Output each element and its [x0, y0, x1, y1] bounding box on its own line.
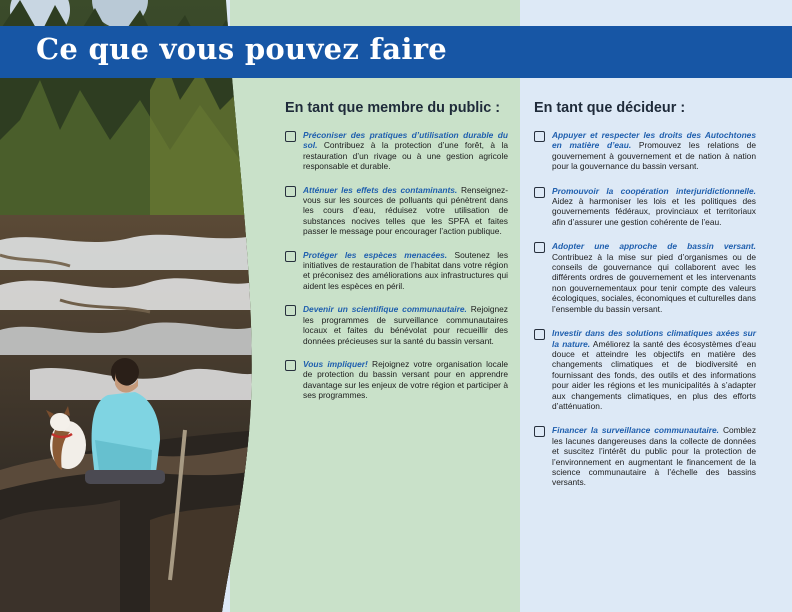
decision-item	[534, 425, 756, 487]
public-item	[285, 185, 508, 237]
decision-item	[534, 186, 756, 228]
checkbox-icon	[285, 251, 296, 262]
item-title: Investir dans des solutions climatiques axées sur la nature.	[552, 328, 756, 349]
item-text: Aidez à harmoniser les lois et les politiques des gouvernements fédéraux, provinciaux et territoriaux afin d’assurer une gestion cohérente de l’eau.	[552, 196, 756, 227]
item-text: Comblez les lacunes dangereuses dans la collecte de données et suscitez l’intérêt du public pour la protection de l’environnement en augmentant le financement de la science communautaire à l’échelle des bassins versants.	[552, 425, 757, 488]
item-text: Contribuez à la protection d’une forêt, à la restauration d’un rivage ou à une gestion agricole responsable et durable.	[303, 140, 508, 172]
checkbox-icon	[285, 186, 296, 197]
decision-item	[534, 241, 756, 314]
item-text: Renseignez-vous sur les sources de polluants qui pénètrent dans les cours d’eau, réduisez votre utilisation de substances nocives telles que les SPFA et faites passer le message pour encourager l’action publique.	[303, 184, 508, 237]
decision-column	[534, 100, 756, 502]
checkbox-icon	[534, 329, 545, 340]
page-title: Ce que vous pouvez faire	[36, 32, 448, 66]
public-column	[285, 100, 508, 414]
title-bar	[0, 26, 792, 78]
item-title: Atténuer les effets des contaminants.	[303, 184, 458, 195]
item-title: Devenir un scientifique communautaire.	[303, 304, 467, 315]
item-title: Adopter une approche de bassin versant.	[552, 241, 756, 252]
item-title: Appuyer et respecter les droits des Autochtones en matière d’eau.	[552, 130, 756, 151]
item-title: Vous impliquer!	[303, 358, 368, 369]
item-text: Contribuez à la mise sur pied d’organismes ou de conseils de gouvernance qui collaborent avec les différents ordres de gouvernement et les intervenants non gouvernementaux pour tenir compte des valeurs écologiques, sociales, économiques et culturelles dans l’ensemble du bassin versant.	[552, 251, 756, 314]
checkbox-icon	[285, 131, 296, 142]
checkbox-icon	[285, 305, 296, 316]
public-item	[285, 250, 508, 292]
decision-item	[534, 130, 756, 172]
item-text: Soutenez les initiatives de restauration de l’habitat dans votre région et préconisez des améliorations aux infrastructures qui aident les espèces en péril.	[303, 249, 509, 291]
item-title: Préconiser des pratiques d’utilisation durable du sol.	[303, 130, 508, 151]
river-photo	[0, 0, 300, 612]
decision-heading: En tant que décideur :	[534, 100, 686, 116]
item-text: Promouvez les relations de gouvernement à gouvernement et de nation à nation pour la gouvernance du bassin versant.	[552, 140, 756, 172]
checkbox-icon	[534, 187, 545, 198]
public-heading: En tant que membre du public :	[285, 100, 501, 116]
public-item	[285, 304, 508, 346]
checkbox-icon	[534, 242, 545, 253]
decision-item	[534, 328, 756, 411]
public-item	[285, 359, 508, 401]
item-text: Améliorez la santé des écosystèmes d’eau douce et atteindre les objectifs en matière des changements climatiques et de biodiversité en fournissant des fonds, des outils et des informations pour aider les régions et les municipalités à s’adapter aux changements climatiques, en plus des efforts d’atténuation.	[552, 338, 757, 411]
item-title: Financer la surveillance communautaire.	[552, 425, 719, 436]
checkbox-icon	[285, 360, 296, 371]
item-title: Protéger les espèces menacées.	[303, 249, 448, 260]
checkbox-icon	[534, 426, 545, 437]
checkbox-icon	[534, 131, 545, 142]
item-title: Promouvoir la coopération interjuridictionnelle.	[552, 185, 756, 196]
public-item	[285, 130, 508, 172]
item-text: Rejoignez les programmes de surveillance communautaires locaux et faites du bénévolat pour recueillir des données précieuses sur la santé du bassin versant.	[303, 304, 508, 346]
item-text: Rejoignez votre organisation locale de protection du bassin versant pour en apprendre davantage sur les enjeux de votre région et participer à ses programmes.	[303, 358, 508, 401]
